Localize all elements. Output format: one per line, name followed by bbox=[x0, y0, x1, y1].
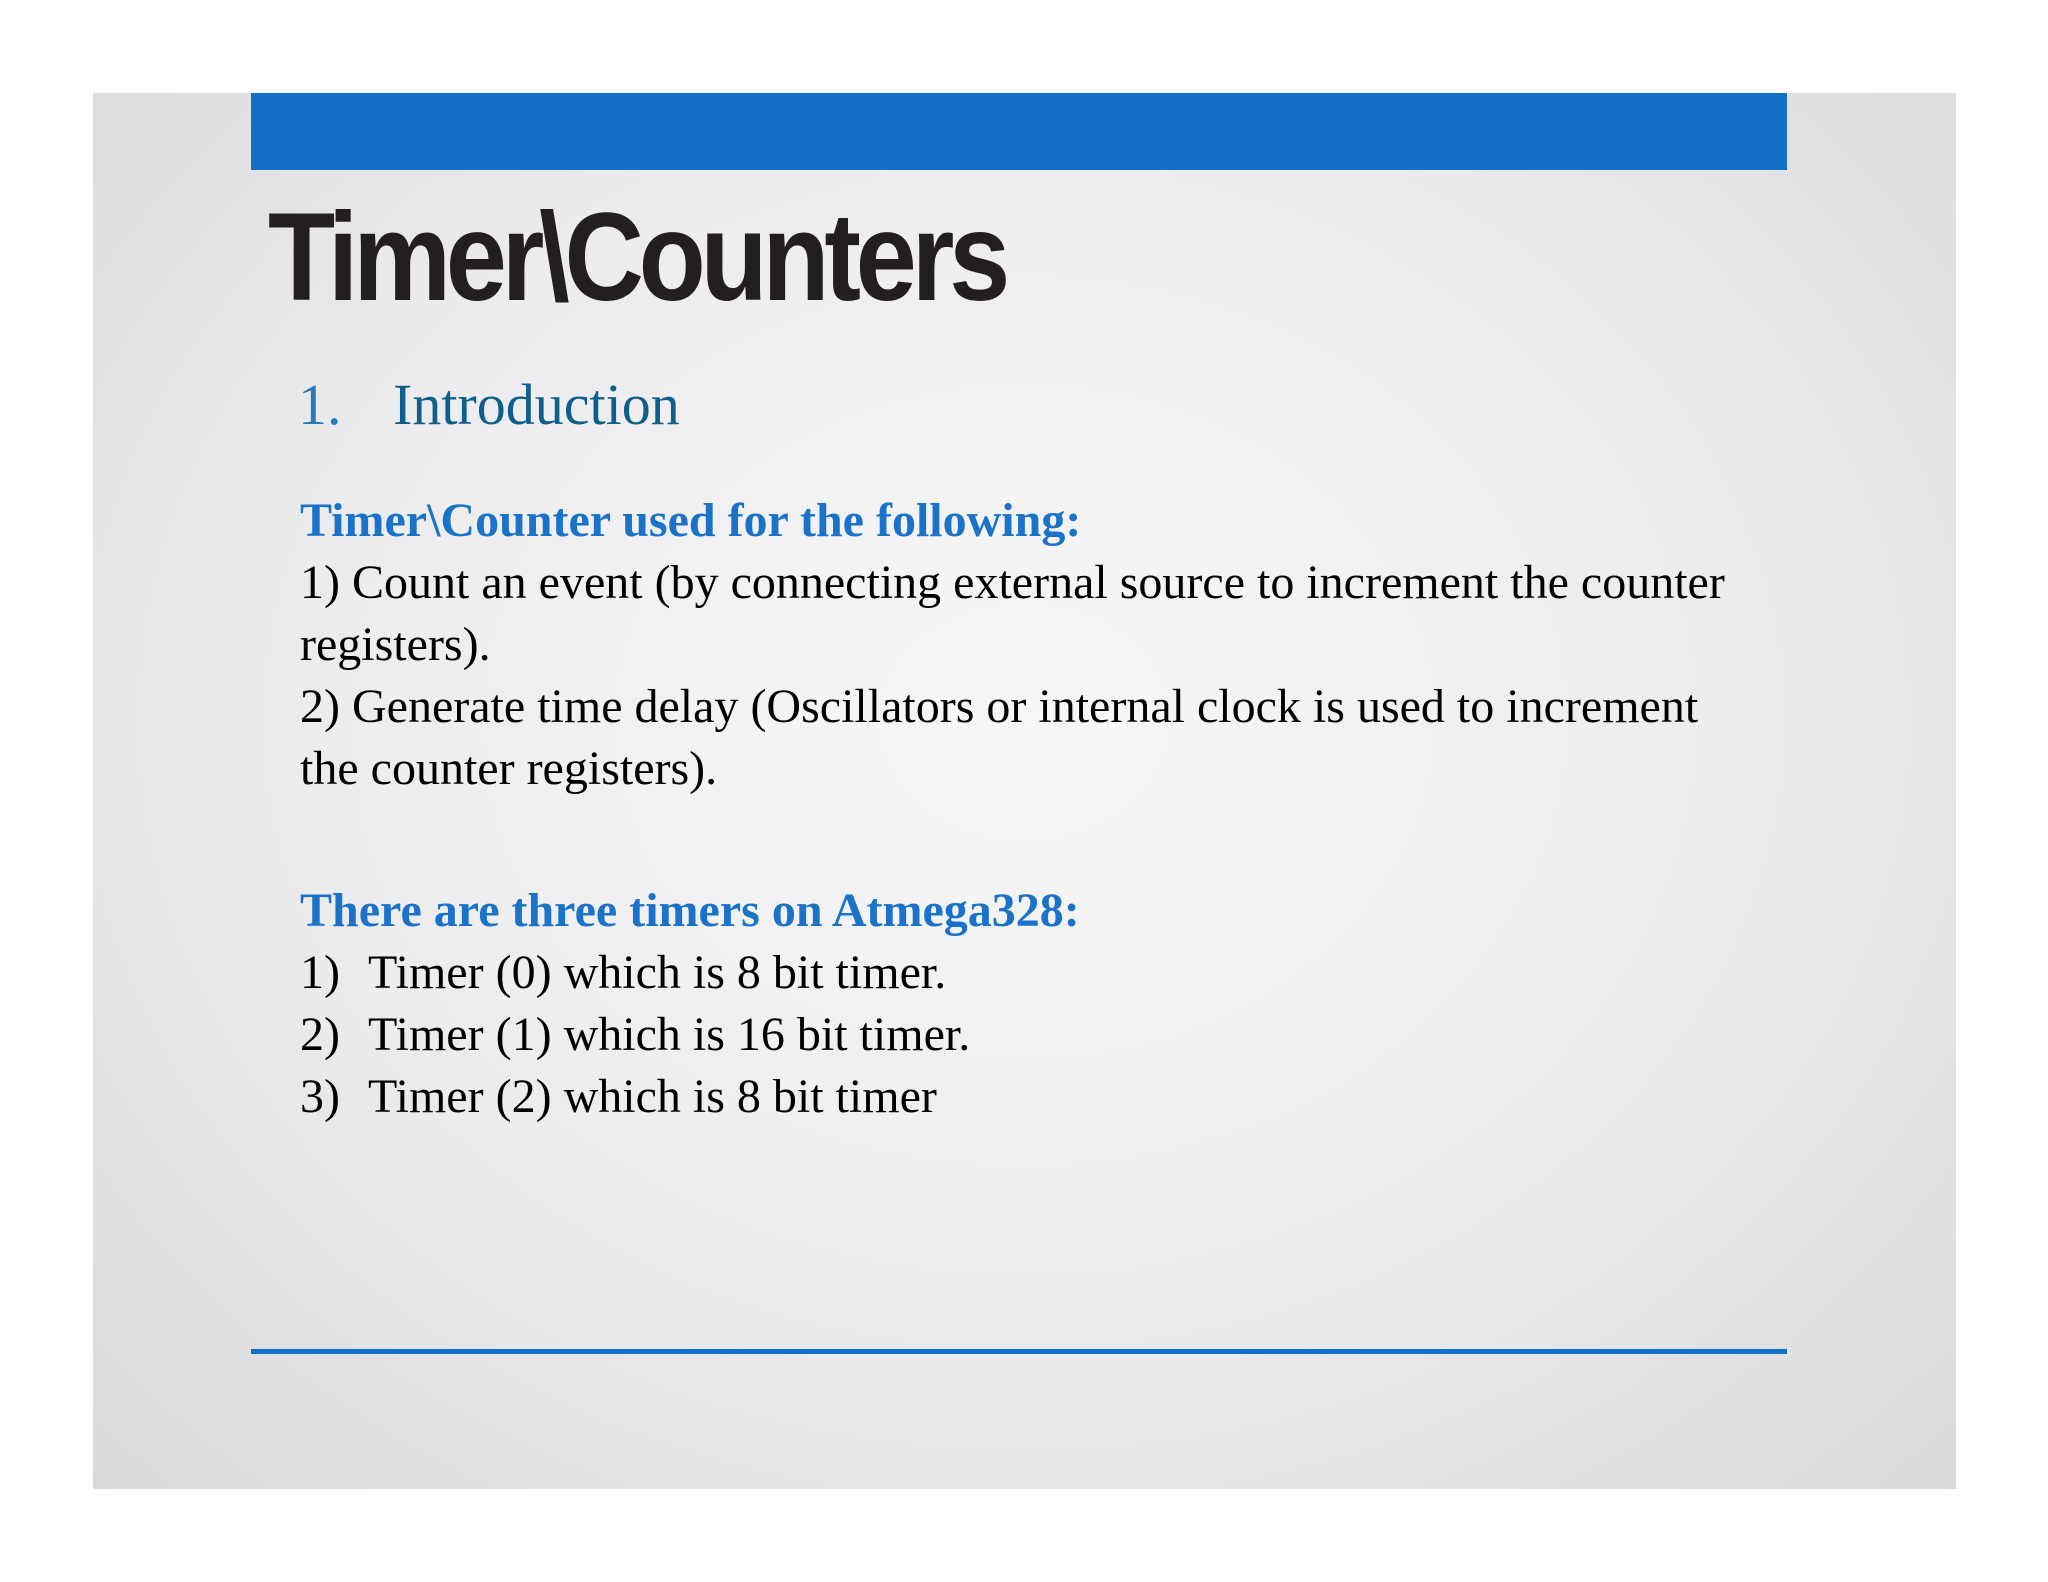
timers-heading: There are three timers on Atmega328: bbox=[300, 884, 1080, 937]
list-item-text: Timer (2) which is 8 bit timer bbox=[368, 1070, 937, 1123]
section-heading bbox=[298, 370, 680, 440]
list-item bbox=[300, 1066, 1760, 1128]
list-item-text: Timer (1) which is 16 bit timer. bbox=[368, 1008, 971, 1061]
footer-divider bbox=[251, 1349, 1787, 1354]
uses-item-1: 1) Count an event (by connecting external source to increment the counter registers). bbox=[300, 556, 1725, 671]
list-item-number: 1) bbox=[300, 946, 340, 999]
list-item-number: 2) bbox=[300, 1008, 340, 1061]
section-number: 1. bbox=[298, 372, 342, 437]
uses-item-2: 2) Generate time delay (Oscillators or internal clock is used to increment the counter registers). bbox=[300, 680, 1699, 795]
list-item bbox=[300, 1004, 1760, 1066]
section-label: Introduction bbox=[393, 372, 680, 437]
list-item bbox=[300, 942, 1760, 1004]
list-item-number: 3) bbox=[300, 1070, 340, 1123]
slide-body bbox=[300, 490, 1760, 1128]
header-accent-bar bbox=[251, 93, 1787, 170]
uses-heading: Timer\Counter used for the following: bbox=[300, 494, 1082, 547]
slide-title: Timer\Counters bbox=[268, 188, 1006, 327]
timers-list bbox=[300, 942, 1760, 1128]
slide bbox=[93, 93, 1956, 1489]
list-item-text: Timer (0) which is 8 bit timer. bbox=[368, 946, 947, 999]
